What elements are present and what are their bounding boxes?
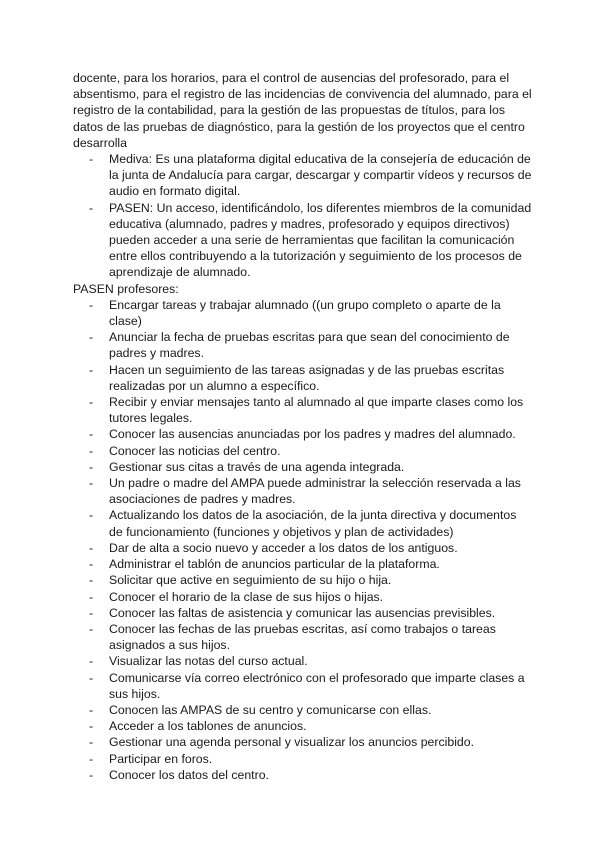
list-item-text: Gestionar sus citas a través de una agenda integrada. <box>109 459 405 474</box>
list-item-text: Conocer el horario de la clase de sus hijos o hijas. <box>109 589 384 604</box>
bullet-dash: - <box>89 589 94 604</box>
list-item <box>73 621 533 653</box>
list-item <box>73 151 533 200</box>
bullet-dash: - <box>89 621 94 636</box>
list-item <box>73 329 533 361</box>
list-item <box>73 670 533 702</box>
list-item <box>73 605 533 621</box>
list-item-text: Gestionar una agenda personal y visualizar los anuncios percibido. <box>109 735 475 750</box>
bullet-dash: - <box>89 297 94 312</box>
bullet-dash: - <box>89 362 94 377</box>
bullet-dash: - <box>89 767 94 782</box>
bullet-dash: - <box>89 751 94 766</box>
list-item <box>73 540 533 556</box>
bullet-dash: - <box>89 605 94 620</box>
list-item-text: Dar de alta a socio nuevo y acceder a los datos de los antiguos. <box>109 540 458 555</box>
list-item <box>73 394 533 426</box>
list-item-text: Un padre o madre del AMPA puede administrar la selección reservada a las asociaciones de padres y madres. <box>109 476 521 507</box>
bullet-dash: - <box>89 557 94 572</box>
list-item-text: Administrar el tablón de anuncios particular de la plataforma. <box>109 557 440 572</box>
list-item-text: Anunciar la fecha de pruebas escritas para que sean del conocimiento de padres y madres. <box>109 330 510 361</box>
list-item <box>73 718 533 734</box>
list-item-text: Encargar tareas y trabajar alumnado ((un grupo completo o aparte de la clase) <box>109 297 501 329</box>
bullet-dash: - <box>89 702 94 717</box>
list-item <box>73 443 533 459</box>
list-item <box>73 572 533 588</box>
list-item <box>73 426 533 442</box>
platforms-list <box>73 151 533 281</box>
bullet-dash: - <box>89 427 94 442</box>
pasen-list <box>73 297 533 783</box>
list-item <box>73 556 533 572</box>
bullet-dash: - <box>89 200 94 215</box>
list-item-text: Visualizar las notas del curso actual. <box>109 654 308 669</box>
list-item-text: Conocer las ausencias anunciadas por los padres y madres del alumnado. <box>109 427 516 442</box>
list-item-text: Recibir y enviar mensajes tanto al alumnado al que imparte clases como los tutores legales. <box>109 395 524 426</box>
bullet-dash: - <box>89 476 94 491</box>
list-item-text: Hacen un seguimiento de las tareas asignadas y de las pruebas escritas realizadas por un alumno a específico. <box>109 362 505 393</box>
list-item-text: Acceder a los tablones de anuncios. <box>109 719 307 734</box>
list-item <box>73 702 533 718</box>
section-heading: PASEN profesores: <box>73 281 179 296</box>
list-item-text: Solicitar que active en seguimiento de su hijo o hija. <box>109 573 392 588</box>
list-item <box>73 362 533 394</box>
list-item-text: Participar en foros. <box>109 751 213 766</box>
list-item-text: Mediva: Es una plataforma digital educativa de la consejería de educación de la junta de Andalucía para cargar, descargar y compartir vídeos y recursos de audio en formato digital. <box>109 152 532 199</box>
list-item <box>73 459 533 475</box>
bullet-dash: - <box>89 459 94 474</box>
bullet-dash: - <box>89 508 94 523</box>
list-item-text: Conocer las noticias del centro. <box>109 443 281 458</box>
list-item <box>73 653 533 669</box>
list-item-text: Conocer los datos del centro. <box>109 767 269 782</box>
list-item-text: Conocer las faltas de asistencia y comunicar las ausencias previsibles. <box>109 605 496 620</box>
list-item-text: Conocer las fechas de las pruebas escritas, así como trabajos o tareas asignados a sus hijos. <box>109 621 496 653</box>
list-item <box>73 767 533 783</box>
list-item <box>73 751 533 767</box>
list-item <box>73 475 533 507</box>
bullet-dash: - <box>89 330 94 345</box>
bullet-dash: - <box>89 573 94 588</box>
list-item <box>73 589 533 605</box>
list-item-text: Comunicarse vía correo electrónico con el profesorado que imparte clases a sus hijos. <box>109 670 525 701</box>
list-item-text: Conocen las AMPAS de su centro y comunicarse con ellas. <box>109 702 432 717</box>
list-item-text: PASEN: Un acceso, identificándolo, los diferentes miembros de la comunidad educativa (alumnado, padres y madres, profesorado y equipos directivos) pueden acceder a una serie de herramientas que facilitan la comunicación entre ellos contribuyendo a la tutorización y seguimiento de los procesos de aprendizaje de alumnado. <box>109 200 532 280</box>
document-page <box>73 70 533 783</box>
list-item <box>73 734 533 750</box>
list-item-text: Actualizando los datos de la asociación, de la junta directiva y documentos de funcionamiento (funciones y objetivos y plan de actividades) <box>109 508 517 539</box>
bullet-dash: - <box>89 540 94 555</box>
bullet-dash: - <box>89 719 94 734</box>
list-item <box>73 297 533 329</box>
list-item <box>73 200 533 281</box>
list-item <box>73 507 533 539</box>
intro-paragraph: docente, para los horarios, para el control de ausencias del profesorado, para el absentismo, para el registro de las incidencias de convivencia del alumnado, para el registro de la contabilidad, para la gestión de las propuestas de títulos, para los datos de las pruebas de diagnóstico, para la gestión de los proyectos que el centro desarrolla <box>73 71 532 150</box>
bullet-dash: - <box>89 395 94 410</box>
bullet-dash: - <box>89 443 94 458</box>
bullet-dash: - <box>89 654 94 669</box>
bullet-dash: - <box>89 735 94 750</box>
bullet-dash: - <box>89 152 94 167</box>
bullet-dash: - <box>89 670 94 685</box>
